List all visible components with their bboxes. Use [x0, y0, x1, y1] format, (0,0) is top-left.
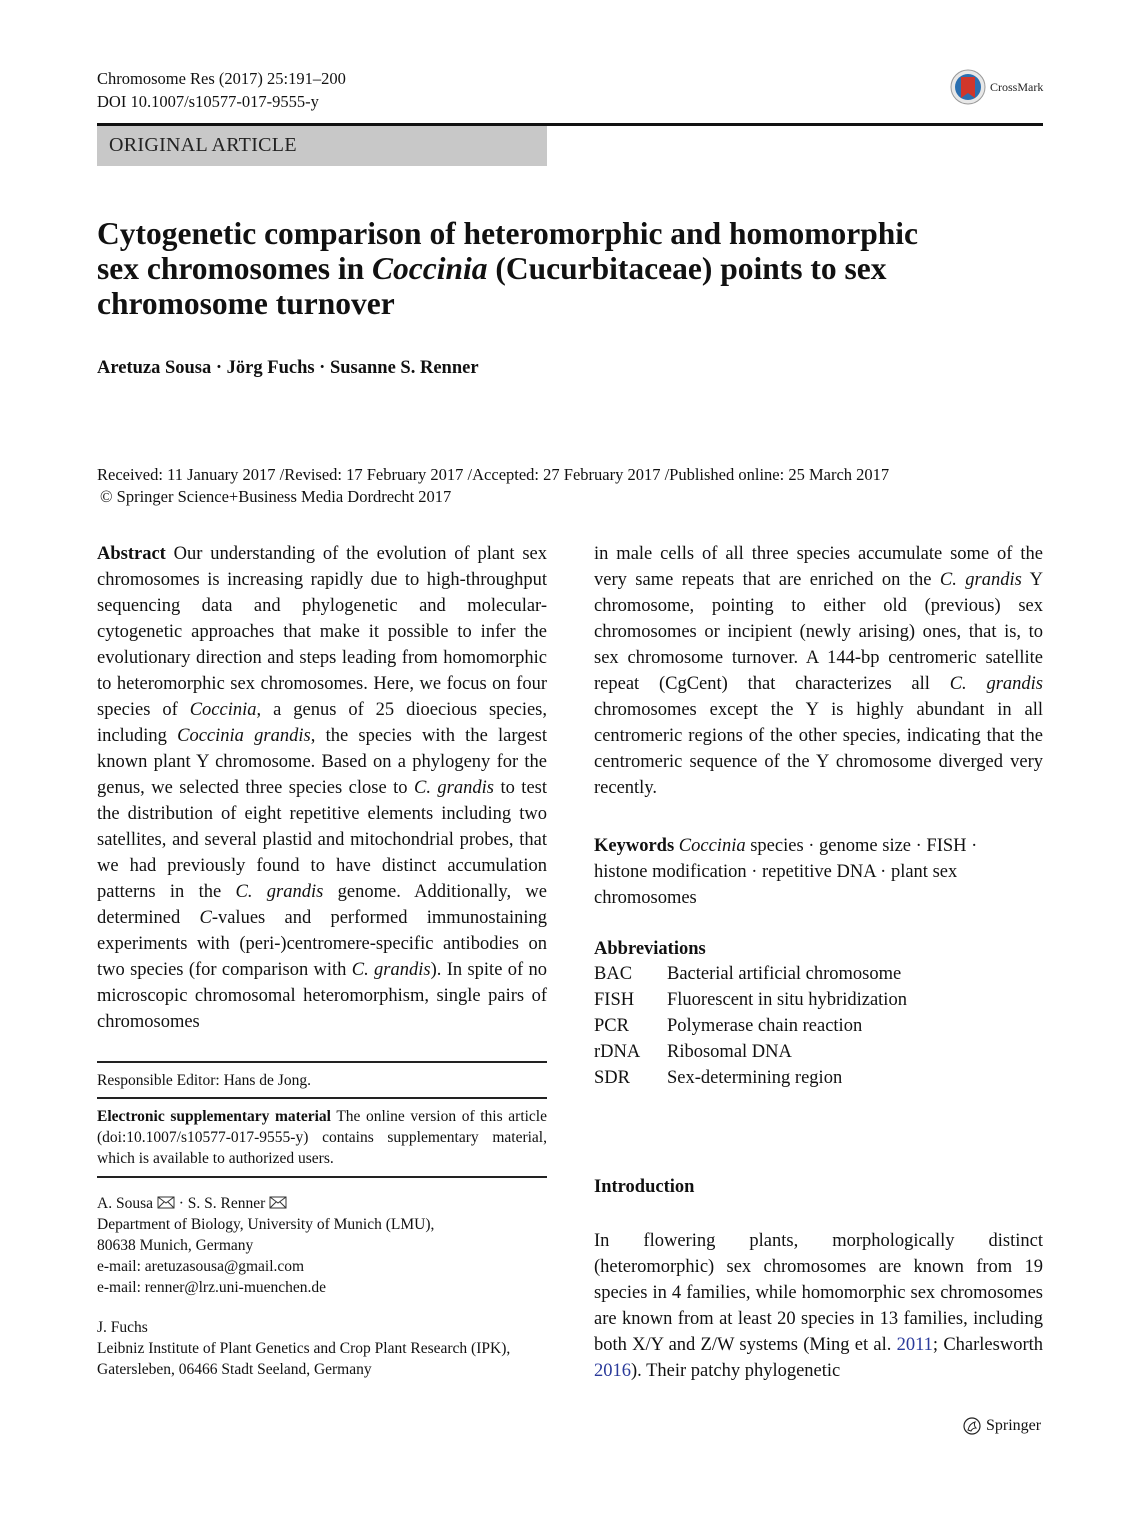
abbreviations-heading: Abbreviations: [594, 939, 706, 959]
abstract-species: Coccinia grandis: [177, 726, 311, 746]
publisher-logo: [963, 1417, 1041, 1435]
citation-link[interactable]: 2016: [594, 1361, 631, 1381]
crossmark-label: CrossMark: [990, 80, 1044, 94]
esm-text: The online version of this article (doi:10.1007/s10577-017-9555-y) contains supplementary material, which is available to authorized users.: [97, 1108, 547, 1167]
abstract-text: chromosomes except the Y is highly abundant in all centromeric regions of the other species, indicating that the centromeric sequence of the Y chromosome diverged very recently.: [594, 700, 1043, 798]
introduction-text: [594, 1228, 1043, 1384]
publisher-name: Springer: [986, 1417, 1042, 1434]
affiliation-city: 80638 Munich, Germany: [97, 1237, 254, 1254]
crossmark-badge[interactable]: [950, 69, 1050, 107]
crossmark-icon: [950, 69, 986, 105]
keywords-heading: Keywords: [594, 836, 675, 856]
abbreviations: [594, 937, 1043, 1091]
affiliation-1: [97, 1193, 547, 1298]
author-list: Aretuza Sousa · Jörg Fuchs · Susanne S. Renner: [97, 358, 479, 378]
envelope-icon[interactable]: [269, 1196, 287, 1209]
journal-citation: Chromosome Res (2017) 25:191–200: [97, 69, 346, 88]
journal-info: [97, 67, 346, 113]
title-line-3: chromosome turnover: [97, 286, 395, 321]
abbreviation-list: [594, 961, 1043, 1091]
abstract-species: C. grandis: [414, 778, 494, 798]
footnote-rule: [97, 1061, 547, 1063]
affiliation-institute: Leibniz Institute of Plant Genetics and Crop Plant Research (IPK),: [97, 1340, 511, 1357]
abbreviation-value: Bacterial artificial chromosome: [667, 964, 902, 984]
abstract-continued: [594, 541, 1043, 801]
history-dates: Received: 11 January 2017 /Revised: 17 February 2017 /Accepted: 27 February 2017 /Published online: 25 March 2017: [97, 465, 890, 484]
intro-text: ). Their patchy phylogenetic: [631, 1361, 841, 1381]
abstract-species: C. grandis: [949, 674, 1043, 694]
article-dates: [97, 464, 889, 508]
abstract-cvalue: C: [199, 908, 212, 928]
footnote-rule: [97, 1097, 547, 1099]
abstract-text: in male cells of all three species accumulate some of the very same repeats that are enriched on the: [594, 544, 1043, 590]
abbreviation-row: [594, 1039, 1043, 1065]
affiliation-authors: [97, 1193, 547, 1214]
title-text: (Cucurbitaceae) points to sex: [487, 251, 887, 286]
abbreviation-row: [594, 1065, 1043, 1091]
abbreviation-key: SDR: [594, 1068, 630, 1088]
title-line-2: [97, 251, 997, 286]
intro-text: ; Charlesworth: [932, 1335, 1043, 1355]
author-name: S. S. Renner: [187, 1195, 266, 1212]
title-text: sex chromosomes in: [97, 251, 373, 286]
abstract-text: , a genus of 25 dioecious species, including: [97, 700, 547, 746]
author-separator: ·: [174, 1195, 188, 1212]
abstract: [97, 541, 547, 1035]
abstract-text: ). In spite of no microscopic chromosomal heteromorphism, single pairs of chromosomes: [97, 960, 547, 1032]
abbreviation-value: Polymerase chain reaction: [667, 1016, 863, 1036]
email-link[interactable]: e-mail: renner@lrz.uni-muenchen.de: [97, 1279, 327, 1296]
abbreviation-key: BAC: [594, 964, 633, 984]
abstract-species: C. grandis: [939, 570, 1022, 590]
responsible-editor: Responsible Editor: Hans de Jong.: [97, 1072, 311, 1089]
abstract-species: C. grandis: [235, 882, 324, 902]
affiliation-author: J. Fuchs: [97, 1319, 148, 1336]
introduction-heading: Introduction: [594, 1177, 695, 1197]
copyright-line: © Springer Science+Business Media Dordrecht 2017: [100, 487, 452, 506]
abbreviation-row: [594, 1013, 1043, 1039]
abstract-text: , the species with the largest known plant Y chromosome. Based on a phylogeny for the genus, we selected three species close to: [97, 726, 547, 798]
keywords-genus: Coccinia: [678, 836, 746, 856]
envelope-icon[interactable]: [157, 1196, 175, 1209]
article-type-banner: ORIGINAL ARTICLE: [97, 126, 547, 166]
springer-horse-icon: [963, 1417, 981, 1435]
title-genus: Coccinia: [372, 251, 488, 286]
title-line-1: Cytogenetic comparison of heteromorphic and homomorphic: [97, 216, 918, 251]
intro-text: In flowering plants, morphologically distinct (heteromorphic) sex chromosomes are known from 19 species in 4 families, while homomorphic sex chromosomes are known from at least 20 species in 13 families, including both X/Y and Z/W systems (Ming et al.: [594, 1231, 1043, 1355]
abstract-text: Y chromosome, pointing to either old (previous) sex chromosomes or incipient (newly arising) ones, that is, to sex chromosome turnover. A 144-bp centromeric satellite repeat (CgCent) that characterizes all: [594, 570, 1043, 694]
abstract-genus: Coccinia: [189, 700, 257, 720]
journal-doi[interactable]: DOI 10.1007/s10577-017-9555-y: [97, 92, 319, 111]
esm-heading: Electronic supplementary material: [97, 1108, 331, 1125]
abbreviation-key: PCR: [594, 1016, 629, 1036]
abbreviation-key: rDNA: [594, 1042, 641, 1062]
abstract-heading: Abstract: [97, 544, 166, 564]
abbreviation-value: Ribosomal DNA: [667, 1042, 792, 1062]
abbreviation-row: [594, 987, 1043, 1013]
article-title: [97, 216, 997, 321]
abstract-text: to test the distribution of eight repetitive elements including two satellites, and several plastid and mitochondrial probes, that we had previously found to have distinct accumulation patterns in the: [97, 778, 547, 902]
abbreviation-value: Sex-determining region: [667, 1068, 843, 1088]
abbreviation-value: Fluorescent in situ hybridization: [667, 990, 907, 1010]
abstract-text: Our understanding of the evolution of plant sex chromosomes is increasing rapidly due to high-throughput sequencing data and phylogenetic and molecular-cytogenetic approaches that make it possible to infer the evolutionary direction and steps leading from homomorphic to heteromorphic sex chromosomes. Here, we focus on four species of: [97, 544, 547, 720]
keywords-text: species · genome size · FISH · histone modification · repetitive DNA · plant sex chromosomes: [594, 836, 978, 908]
abstract-text: genome. Additionally, we determined: [97, 882, 547, 928]
keywords: [594, 833, 1024, 911]
affiliation-department: Department of Biology, University of Munich (LMU),: [97, 1216, 435, 1233]
abstract-text: -values and performed immunostaining experiments with (peri-)centromere-specific antibodies on two species (for comparison with: [97, 908, 547, 980]
footnote-rule: [97, 1176, 547, 1178]
esm-note: [97, 1106, 547, 1169]
author-name: A. Sousa: [97, 1195, 153, 1212]
citation-link[interactable]: 2011: [896, 1335, 933, 1355]
affiliation-2: [97, 1317, 557, 1380]
abstract-species: C. grandis: [351, 960, 431, 980]
abbreviation-key: FISH: [594, 990, 635, 1010]
abbreviation-row: [594, 961, 1043, 987]
affiliation-city: Gatersleben, 06466 Stadt Seeland, Germany: [97, 1361, 372, 1378]
email-link[interactable]: e-mail: aretuzasousa@gmail.com: [97, 1258, 305, 1275]
